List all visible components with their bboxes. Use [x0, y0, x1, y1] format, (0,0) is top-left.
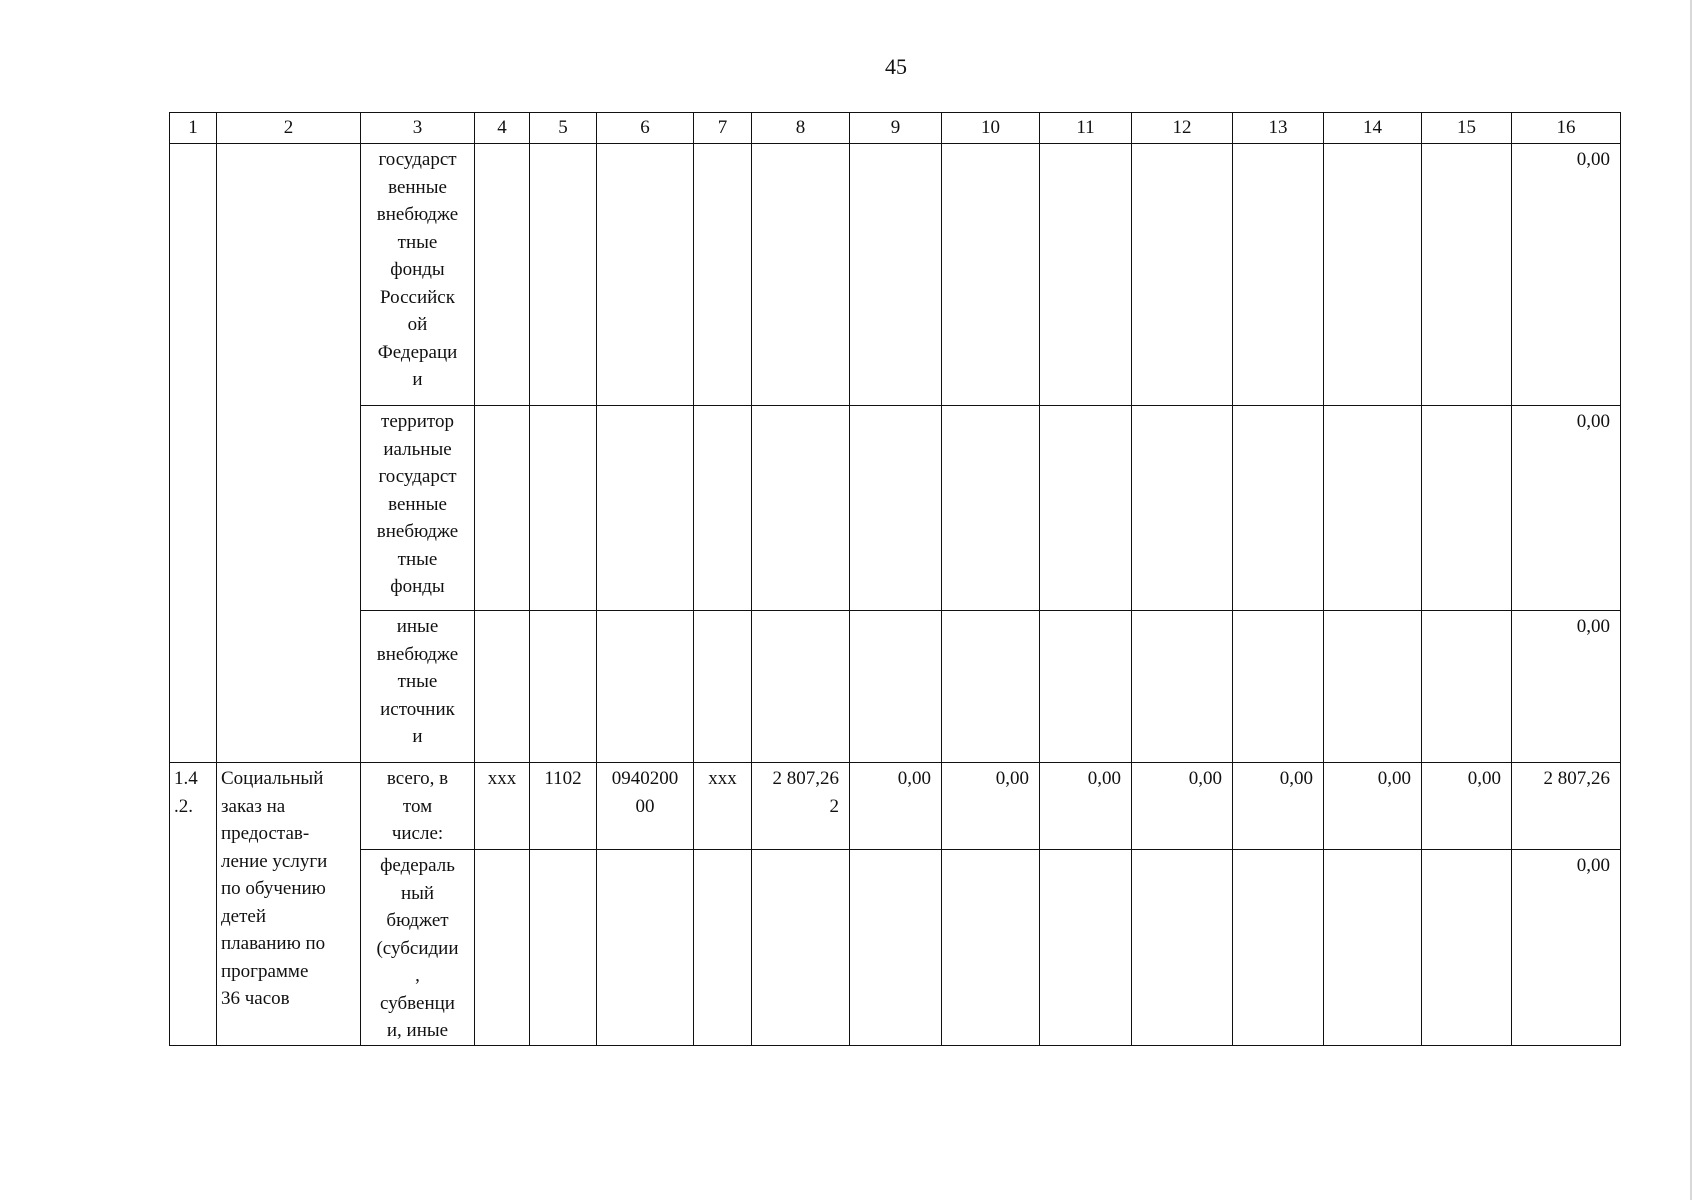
row-number-cell: [170, 144, 217, 763]
cell: [942, 611, 1040, 763]
cell: [530, 406, 597, 611]
cell: 0,00: [1040, 763, 1132, 850]
page-edge: [1690, 0, 1692, 1200]
header-cell: 3: [361, 113, 475, 144]
cell: ххх: [694, 763, 752, 850]
cell: 0,00: [1132, 763, 1233, 850]
cell: 0,00: [1422, 763, 1512, 850]
cell: 0,00: [942, 763, 1040, 850]
cell: [475, 850, 530, 1046]
cell: [1324, 406, 1422, 611]
header-cell: 8: [752, 113, 850, 144]
cell: [752, 406, 850, 611]
header-cell: 5: [530, 113, 597, 144]
funding-source-cell: федераль ный бюджет (субсидии , субвенци и, иные: [361, 850, 475, 1046]
cell: [942, 406, 1040, 611]
total-cell: 0,00: [1512, 144, 1621, 406]
header-cell: 7: [694, 113, 752, 144]
cell: 0,00: [1233, 763, 1324, 850]
header-cell: 4: [475, 113, 530, 144]
cell: [1040, 406, 1132, 611]
cell: [1324, 611, 1422, 763]
cell: [530, 850, 597, 1046]
cell: [1324, 144, 1422, 406]
page-number: 45: [885, 54, 907, 79]
cell: [850, 144, 942, 406]
cell: [597, 611, 694, 763]
header-cell: 6: [597, 113, 694, 144]
cell: 1102: [530, 763, 597, 850]
budget-table: [169, 112, 1621, 1046]
header-cell: 13: [1233, 113, 1324, 144]
header-cell: 16: [1512, 113, 1621, 144]
cell: [597, 406, 694, 611]
cell: [1132, 406, 1233, 611]
funding-source-cell: территор иальные государст венные внебюдже тные фонды: [361, 406, 475, 611]
header-cell: 1: [170, 113, 217, 144]
total-cell: 0,00: [1512, 406, 1621, 611]
row-number-cell: 1.4 .2.: [170, 763, 217, 1046]
header-cell: 11: [1040, 113, 1132, 144]
cell: [530, 611, 597, 763]
row-name-cell: Социальный заказ на предостав- ление услуги по обучению детей плаванию по программе 36 часов: [217, 763, 361, 1046]
cell: [475, 144, 530, 406]
cell: [1422, 611, 1512, 763]
cell: 0,00: [1324, 763, 1422, 850]
header-cell: 15: [1422, 113, 1512, 144]
cell: [597, 144, 694, 406]
cell: [694, 144, 752, 406]
cell: [1040, 611, 1132, 763]
cell: [597, 850, 694, 1046]
table-row: [170, 763, 1621, 850]
cell: [1233, 144, 1324, 406]
table-row: [170, 144, 1621, 406]
total-cell: 0,00: [1512, 850, 1621, 1046]
table-row: [170, 850, 1621, 1046]
cell: [752, 144, 850, 406]
cell: [530, 144, 597, 406]
cell: [942, 850, 1040, 1046]
cell: [475, 406, 530, 611]
cell: 0,00: [850, 763, 942, 850]
cell: [752, 850, 850, 1046]
cell: [850, 850, 942, 1046]
cell: [1422, 144, 1512, 406]
cell: 0940200 00: [597, 763, 694, 850]
cell: [1040, 144, 1132, 406]
header-cell: 9: [850, 113, 942, 144]
cell: [1040, 850, 1132, 1046]
cell: [694, 406, 752, 611]
cell: [752, 611, 850, 763]
cell: [475, 611, 530, 763]
funding-source-cell: всего, в том числе:: [361, 763, 475, 850]
cell: [850, 611, 942, 763]
cell: [694, 611, 752, 763]
cell: [1422, 850, 1512, 1046]
cell: ххх: [475, 763, 530, 850]
cell: [1422, 406, 1512, 611]
row-name-cell: [217, 144, 361, 763]
cell: 2 807,26 2: [752, 763, 850, 850]
table-row: [170, 406, 1621, 611]
header-cell: 12: [1132, 113, 1233, 144]
cell: [694, 850, 752, 1046]
funding-source-cell: иные внебюдже тные источник и: [361, 611, 475, 763]
cell: [1233, 611, 1324, 763]
header-cell: 10: [942, 113, 1040, 144]
header-row: [170, 113, 1621, 144]
cell: [850, 406, 942, 611]
total-cell: 2 807,26: [1512, 763, 1621, 850]
cell: [1233, 850, 1324, 1046]
total-cell: 0,00: [1512, 611, 1621, 763]
header-cell: 14: [1324, 113, 1422, 144]
cell: [1324, 850, 1422, 1046]
cell: [1132, 611, 1233, 763]
cell: [1132, 144, 1233, 406]
cell: [1132, 850, 1233, 1046]
cell: [942, 144, 1040, 406]
funding-source-cell: государст венные внебюдже тные фонды Российск ой Федераци и: [361, 144, 475, 406]
table-row: [170, 611, 1621, 763]
header-cell: 2: [217, 113, 361, 144]
cell: [1233, 406, 1324, 611]
